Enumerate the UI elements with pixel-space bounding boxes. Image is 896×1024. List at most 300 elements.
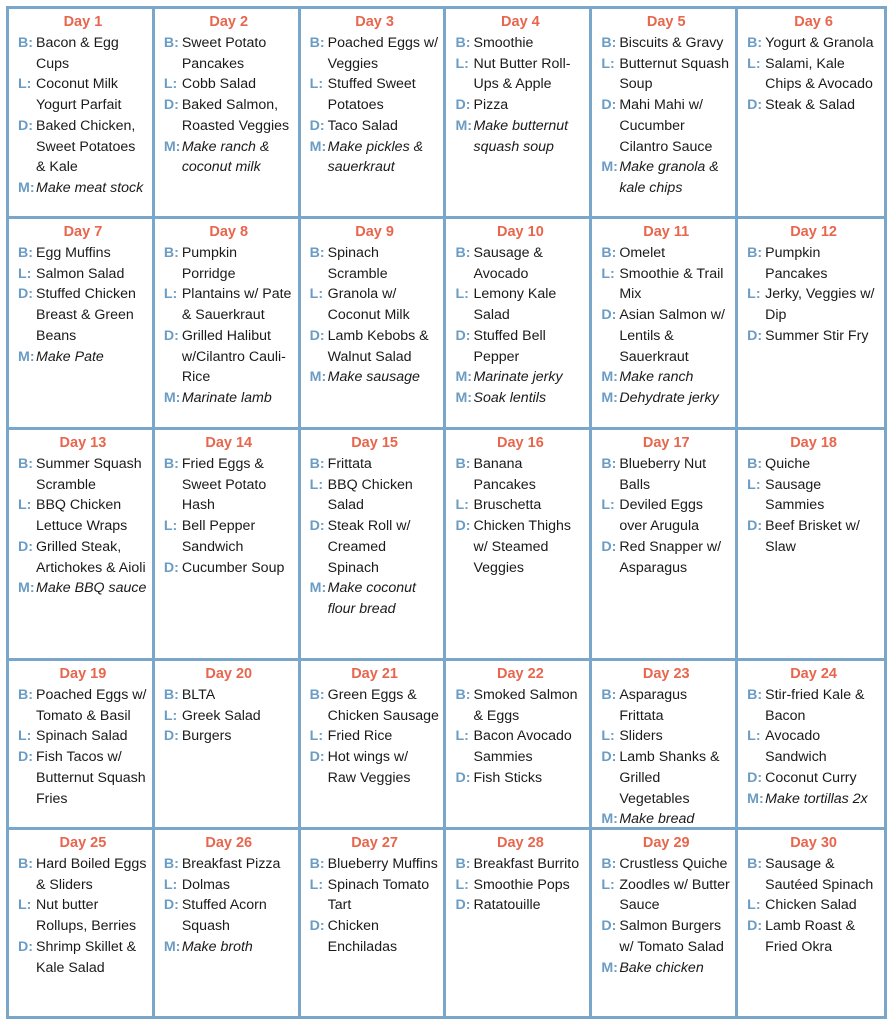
meal-key: M: [747, 790, 764, 807]
meal-text: Salami, Kale Chips & Avocado [765, 55, 873, 93]
meal-text: Dehydrate jerky [619, 389, 719, 406]
meal-text: Burgers [181, 728, 232, 745]
breakfast-entry [310, 854, 440, 875]
meal-text: Sausage Sammies [765, 476, 825, 514]
meal-key: L: [163, 286, 178, 303]
meal-text: Chicken Thighs w/ Steamed Veggies [473, 518, 572, 576]
breakfast-entry [601, 243, 731, 264]
day-cell [9, 430, 155, 661]
day-cell [155, 219, 301, 430]
lunch-entry [310, 726, 440, 747]
meal-text: Lamb Roast & Fried Okra [765, 918, 856, 955]
meal-key: D: [309, 327, 325, 344]
meal-prep-entry [310, 367, 440, 388]
breakfast-entry [747, 243, 880, 284]
meal-text: Asian Salmon w/ Lentils & Sauerkraut [619, 307, 725, 365]
meal-key: D: [163, 897, 179, 914]
breakfast-entry [164, 685, 294, 706]
meal-text: Beef Brisket w/ Slaw [765, 518, 860, 555]
meal-text: Fish Sticks [473, 769, 543, 786]
meal-key: D: [747, 97, 763, 114]
dinner-entry [310, 916, 440, 957]
meal-text: Make bread [619, 811, 695, 828]
meal-key: D: [455, 97, 471, 114]
day-label: Day 23 [642, 666, 690, 682]
meal-key: M: [163, 389, 181, 406]
meal-text: Steak Roll w/ Creamed Spinach [327, 518, 411, 576]
meal-key: B: [455, 856, 471, 872]
dinner-entry [747, 916, 880, 957]
dinner-entry [747, 95, 880, 116]
day-label: Day 22 [497, 666, 544, 682]
day-label: Day 19 [59, 666, 107, 682]
lunch-entry [18, 74, 148, 115]
day-cell [738, 830, 884, 1016]
day-label: Day 15 [351, 435, 398, 451]
meal-text: BBQ Chicken Salad [327, 476, 413, 514]
meal-text: Shrimp Skillet & Kale Salad [36, 938, 137, 976]
meal-key: L: [309, 286, 324, 303]
dinner-entry [601, 537, 731, 578]
meal-key: L: [309, 476, 324, 493]
meal-text: Green Eggs & Chicken Sausage [327, 687, 439, 724]
meal-key: M: [601, 369, 618, 386]
day-label: Day 16 [497, 435, 544, 451]
meal-prep-entry [601, 958, 731, 979]
meal-text: Coconut Milk Yogurt Parfait [36, 76, 122, 114]
meal-text: Banana Pancakes [473, 456, 536, 493]
meal-text: Baked Salmon, Roasted Veggies [181, 97, 290, 134]
day-cell [592, 661, 738, 830]
day-cell [738, 430, 884, 661]
meal-text: Greek Salad [181, 707, 261, 724]
day-cell [9, 9, 155, 219]
lunch-entry [164, 74, 294, 95]
meal-key: L: [601, 876, 615, 893]
meal-key: D: [309, 749, 325, 766]
meal-key: L: [163, 707, 178, 724]
meal-key: L: [309, 876, 324, 893]
meal-text: Grilled Halibut w/Cilantro Cauli- Rice [181, 327, 286, 386]
day-label: Day 18 [790, 435, 837, 451]
meal-key: B: [455, 456, 471, 472]
meal-text: Pizza [473, 97, 509, 114]
day-cell [155, 830, 301, 1016]
meal-key: L: [455, 497, 469, 514]
meal-text: Deviled Eggs over Arugula [619, 497, 703, 535]
meal-text: Egg Muffins [36, 245, 111, 261]
dinner-entry [18, 537, 148, 578]
day-cell [155, 9, 301, 219]
meal-key: L: [163, 518, 178, 535]
meal-prep-entry [164, 137, 294, 178]
meal-key: D: [309, 518, 325, 535]
meal-text: Make tortillas 2x [765, 790, 868, 807]
meal-text: Stir-fried Kale & Bacon [765, 687, 865, 724]
breakfast-entry [18, 454, 148, 495]
meal-text: Frittata [327, 456, 372, 472]
lunch-entry [18, 895, 148, 936]
lunch-entry [601, 495, 731, 536]
dinner-entry [455, 95, 585, 116]
day-label: Day 2 [209, 14, 249, 30]
meal-key: D: [601, 918, 617, 935]
dinner-entry [310, 326, 440, 367]
lunch-entry [455, 495, 585, 516]
meal-key: B: [309, 687, 325, 703]
breakfast-entry [601, 854, 731, 875]
lunch-entry [455, 875, 585, 896]
meal-key: B: [601, 245, 617, 261]
dinner-entry [601, 305, 731, 367]
day-cell [592, 830, 738, 1016]
breakfast-entry [455, 243, 585, 284]
lunch-entry [455, 726, 585, 767]
day-label: Day 9 [355, 224, 394, 240]
meal-text: Blueberry Muffins [327, 856, 438, 872]
meal-text: Salmon Burgers w/ Tomato Salad [619, 918, 724, 955]
meal-key: M: [18, 580, 35, 597]
dinner-entry [455, 326, 585, 367]
meal-text: Summer Stir Fry [765, 327, 869, 344]
meal-text: Breakfast Pizza [181, 856, 281, 872]
meal-text: Spinach Scramble [327, 245, 388, 282]
day-cell [446, 830, 592, 1016]
meal-text: Quiche [765, 456, 811, 472]
meal-key: M: [455, 389, 473, 406]
meal-key: B: [163, 35, 179, 51]
meal-text: Sausage & Sautéed Spinach [765, 856, 874, 893]
dinner-entry [310, 747, 440, 788]
day-cell [301, 219, 447, 430]
meal-key: B: [309, 245, 325, 261]
meal-text: Spinach Salad [36, 728, 128, 745]
meal-key: B: [455, 35, 471, 51]
meal-key: B: [309, 35, 325, 51]
meal-prep-entry [601, 367, 731, 388]
meal-plan-grid [6, 6, 887, 1019]
meal-key: B: [163, 456, 179, 472]
meal-text: Smoothie Pops [473, 876, 570, 893]
meal-text: Make butternut squash soup [473, 117, 569, 155]
meal-key: M: [455, 117, 473, 134]
dinner-entry [18, 116, 148, 178]
lunch-entry [164, 516, 294, 557]
meal-key: M: [309, 138, 327, 155]
meal-prep-entry [164, 388, 294, 409]
lunch-entry [455, 54, 585, 95]
breakfast-entry [310, 454, 440, 475]
day-cell [592, 430, 738, 661]
meal-prep-entry [601, 157, 731, 198]
meal-text: Spinach Tomato Tart [327, 876, 430, 914]
meal-prep-entry [455, 367, 585, 388]
day-label: Day 20 [205, 666, 253, 682]
meal-text: Fried Rice [327, 728, 393, 745]
lunch-entry [164, 284, 294, 325]
meal-text: Jerky, Veggies w/ Dip [765, 286, 875, 324]
meal-key: B: [601, 856, 617, 872]
breakfast-entry [310, 33, 440, 74]
meal-text: Asparagus Frittata [619, 687, 688, 724]
meal-text: Pumpkin Porridge [181, 245, 238, 282]
meal-text: Hard Boiled Eggs & Sliders [36, 856, 147, 893]
meal-key: D: [747, 518, 763, 535]
meal-text: Cobb Salad [181, 76, 256, 93]
meal-key: L: [309, 728, 324, 745]
meal-text: Marinate lamb [181, 389, 272, 406]
day-label: Day 30 [790, 835, 837, 851]
meal-key: D: [601, 307, 617, 324]
breakfast-entry [164, 854, 294, 875]
day-cell [738, 219, 884, 430]
day-label: Day 29 [642, 835, 690, 851]
day-label: Day 5 [646, 14, 686, 30]
meal-text: Sweet Potato Pancakes [181, 35, 267, 72]
day-label: Day 26 [205, 835, 253, 851]
day-label: Day 13 [59, 435, 107, 451]
meal-key: B: [747, 35, 763, 51]
day-cell [446, 219, 592, 430]
meal-key: L: [18, 728, 32, 745]
meal-key: B: [18, 245, 33, 261]
meal-key: D: [18, 749, 33, 766]
breakfast-entry [18, 33, 148, 74]
meal-text: Mahi Mahi w/ Cucumber Cilantro Sauce [619, 97, 713, 155]
meal-text: Marinate jerky [473, 369, 563, 386]
breakfast-entry [747, 854, 880, 895]
meal-text: Plantains w/ Pate & Sauerkraut [181, 286, 292, 324]
meal-prep-entry [164, 937, 294, 958]
meal-key: B: [601, 687, 617, 703]
meal-text: Bacon Avocado Sammies [473, 728, 572, 766]
dinner-entry [310, 516, 440, 578]
meal-key: D: [455, 769, 471, 786]
meal-prep-entry [455, 116, 585, 157]
meal-key: B: [747, 245, 763, 261]
day-label: Day 17 [642, 435, 690, 451]
dinner-entry [747, 326, 880, 347]
meal-text: Make ranch [619, 369, 694, 386]
meal-text: Sliders [619, 728, 663, 745]
meal-text: Chicken Enchiladas [327, 918, 398, 955]
meal-text: Granola w/ Coconut Milk [327, 286, 410, 324]
meal-text: Make BBQ sauce [36, 580, 147, 597]
dinner-entry [601, 95, 731, 157]
breakfast-entry [164, 33, 294, 74]
meal-text: Zoodles w/ Butter Sauce [619, 876, 730, 914]
breakfast-entry [747, 685, 880, 726]
lunch-entry [310, 284, 440, 325]
dinner-entry [310, 116, 440, 137]
lunch-entry [601, 726, 731, 747]
meal-text: Ratatouille [473, 897, 541, 914]
meal-text: Make broth [181, 938, 253, 955]
breakfast-entry [747, 33, 880, 54]
meal-key: L: [18, 897, 32, 914]
meal-text: Make sausage [327, 369, 420, 386]
meal-key: L: [601, 265, 615, 282]
day-cell [446, 9, 592, 219]
meal-key: B: [18, 687, 33, 703]
meal-key: B: [18, 35, 33, 51]
breakfast-entry [455, 685, 585, 726]
meal-key: B: [163, 245, 179, 261]
meal-key: L: [163, 76, 178, 93]
day-cell [301, 661, 447, 830]
dinner-entry [455, 768, 585, 789]
meal-text: Smoothie & Trail Mix [619, 265, 724, 303]
day-cell [301, 830, 447, 1016]
meal-text: Make meat stock [36, 179, 144, 196]
meal-key: B: [163, 856, 179, 872]
meal-key: L: [18, 76, 32, 93]
meal-key: D: [163, 97, 179, 114]
day-cell [155, 430, 301, 661]
meal-key: L: [747, 286, 761, 303]
meal-prep-entry [18, 347, 148, 368]
meal-text: Avocado Sandwich [765, 728, 827, 766]
meal-key: B: [455, 245, 471, 261]
meal-text: Pumpkin Pancakes [765, 245, 828, 282]
meal-text: Stuffed Sweet Potatoes [327, 76, 416, 114]
day-label: Day 6 [794, 14, 833, 30]
breakfast-entry [455, 33, 585, 54]
meal-text: Red Snapper w/ Asparagus [619, 538, 722, 576]
day-cell [592, 9, 738, 219]
breakfast-entry [164, 454, 294, 516]
meal-prep-entry [18, 178, 148, 199]
meal-key: B: [455, 687, 471, 703]
meal-key: D: [18, 286, 33, 303]
meal-key: M: [163, 138, 181, 155]
meal-key: D: [18, 538, 33, 555]
lunch-entry [747, 284, 880, 325]
breakfast-entry [455, 854, 585, 875]
lunch-entry [747, 54, 880, 95]
lunch-entry [310, 875, 440, 916]
meal-prep-entry [747, 789, 880, 810]
meal-prep-entry [455, 388, 585, 409]
meal-key: M: [601, 959, 618, 976]
day-label: Day 12 [790, 224, 837, 240]
meal-key: D: [163, 728, 179, 745]
meal-text: Make coconut flour bread [327, 580, 416, 617]
meal-key: L: [455, 286, 469, 303]
meal-key: M: [601, 159, 618, 176]
meal-text: Nut butter Rollups, Berries [36, 897, 137, 935]
dinner-entry [455, 516, 585, 578]
meal-prep-entry [601, 809, 731, 830]
meal-text: BLTA [181, 687, 216, 703]
meal-text: Nut Butter Roll-Ups & Apple [473, 55, 571, 93]
dinner-entry [18, 937, 148, 978]
day-label: Day 10 [497, 224, 544, 240]
meal-key: D: [455, 897, 471, 914]
meal-key: M: [601, 389, 618, 406]
meal-key: B: [309, 456, 325, 472]
meal-key: M: [601, 811, 618, 828]
breakfast-entry [18, 243, 148, 264]
meal-key: D: [601, 97, 617, 114]
meal-text: Smoothie [473, 35, 534, 51]
lunch-entry [310, 475, 440, 516]
meal-key: B: [601, 456, 617, 472]
meal-key: M: [455, 369, 473, 386]
meal-key: L: [309, 76, 324, 93]
meal-key: D: [18, 117, 33, 134]
meal-text: Fried Eggs & Sweet Potato Hash [181, 456, 267, 514]
meal-key: B: [747, 456, 763, 472]
meal-key: D: [601, 749, 617, 766]
day-cell [738, 661, 884, 830]
breakfast-entry [601, 33, 731, 54]
dinner-entry [164, 95, 294, 136]
meal-text: Make ranch & coconut milk [181, 138, 270, 176]
breakfast-entry [455, 454, 585, 495]
day-label: Day 14 [205, 435, 253, 451]
meal-key: L: [601, 55, 615, 72]
meal-key: B: [601, 35, 617, 51]
meal-prep-entry [310, 578, 440, 619]
meal-text: Lamb Kebobs & Walnut Salad [327, 327, 429, 365]
meal-key: B: [747, 687, 763, 703]
meal-text: Baked Chicken, Sweet Potatoes & Kale [36, 117, 136, 176]
lunch-entry [601, 875, 731, 916]
meal-text: Sausage & Avocado [473, 245, 543, 282]
meal-text: Chicken Salad [765, 897, 857, 914]
breakfast-entry [164, 243, 294, 284]
meal-text: Salmon Salad [36, 265, 125, 282]
meal-text: Taco Salad [327, 117, 398, 134]
day-cell [592, 219, 738, 430]
dinner-entry [601, 747, 731, 809]
dinner-entry [18, 284, 148, 346]
meal-key: B: [163, 687, 179, 703]
day-label: Day 8 [209, 224, 249, 240]
day-cell [446, 430, 592, 661]
dinner-entry [164, 726, 294, 747]
meal-key: D: [309, 117, 325, 134]
lunch-entry [310, 74, 440, 115]
day-label: Day 3 [355, 14, 394, 30]
meal-text: BBQ Chicken Lettuce Wraps [36, 497, 128, 535]
breakfast-entry [310, 685, 440, 726]
meal-text: Bake chicken [619, 959, 704, 976]
day-cell [9, 830, 155, 1016]
breakfast-entry [18, 685, 148, 726]
meal-key: D: [601, 538, 617, 555]
meal-text: Smoked Salmon & Eggs [473, 687, 578, 724]
meal-key: L: [163, 876, 178, 893]
dinner-entry [18, 747, 148, 809]
meal-key: D: [747, 327, 763, 344]
meal-key: L: [18, 265, 32, 282]
meal-text: Poached Eggs w/ Tomato & Basil [36, 687, 147, 724]
meal-key: M: [309, 369, 327, 386]
dinner-entry [747, 768, 880, 789]
day-cell [738, 9, 884, 219]
meal-key: D: [455, 518, 471, 535]
meal-text: Make granola & kale chips [619, 159, 719, 196]
meal-text: Stuffed Acorn Squash [181, 897, 267, 935]
lunch-entry [747, 475, 880, 516]
lunch-entry [164, 706, 294, 727]
meal-text: Blueberry Nut Balls [619, 456, 707, 493]
meal-key: B: [747, 856, 763, 872]
meal-text: Crustless Quiche [619, 856, 728, 872]
meal-key: L: [747, 55, 761, 72]
